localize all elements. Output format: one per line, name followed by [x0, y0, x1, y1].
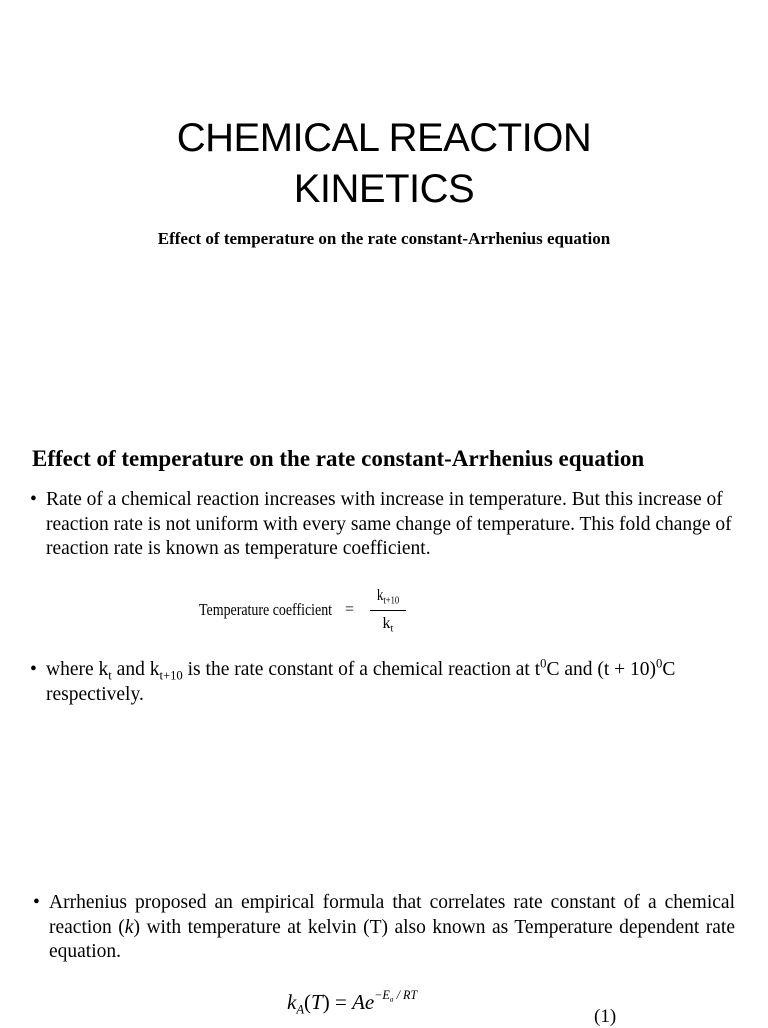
equation-exponent: −Ea / RT: [374, 987, 418, 1004]
arrhenius-equation: $k_A(T) = Ae^{-E_a / RT}$: [287, 987, 418, 1017]
bullet-text: Arrhenius proposed an empirical formula that correlates rate constant of a chemical reaction (k) with temperature at kelvin (T) also known as Temperature dependent rate equation.: [49, 892, 735, 962]
slide-title: [0, 113, 768, 215]
temperature-coefficient-formula: [199, 586, 429, 642]
formula-label: Temperature coefficient: [199, 600, 333, 619]
formula-fraction: [370, 586, 406, 634]
equation-number: (1): [594, 1006, 617, 1027]
slide-subtitle: Effect of temperature on the rate constant-Arrhenius equation: [157, 229, 611, 248]
bullet-text: Rate of a chemical reaction increases with increase in temperature. But this increase of reaction rate is not uniform with every same change of temperature. This fold change of reaction rate is known as temperature coefficient.: [46, 489, 732, 559]
formula-denominator: $k_t$: [382, 615, 394, 635]
section-heading: Effect of temperature on the rate constant-Arrhenius equation: [32, 446, 645, 471]
formula-numerator: $k_{t+10}$: [376, 587, 400, 607]
bullet-arrhenius: [33, 891, 735, 965]
title-line-2: KINETICS: [293, 167, 475, 211]
bullet-marker: •: [30, 659, 37, 680]
title-line-1: CHEMICAL REACTION: [176, 116, 592, 160]
bullet-rate-constant-definition: [30, 656, 736, 707]
bullet-marker: •: [30, 489, 37, 510]
bullet-temperature-coefficient: [30, 488, 736, 562]
bullet-marker: •: [33, 892, 40, 913]
bullet-text: where $k_t$ and $k_{t+10}$ is the rate constant of a chemical reaction at $t^0C$ and $(t + 10)^0C$ respectively.: [46, 656, 676, 705]
fraction-bar: [370, 610, 406, 611]
formula-equals: =: [345, 601, 355, 618]
